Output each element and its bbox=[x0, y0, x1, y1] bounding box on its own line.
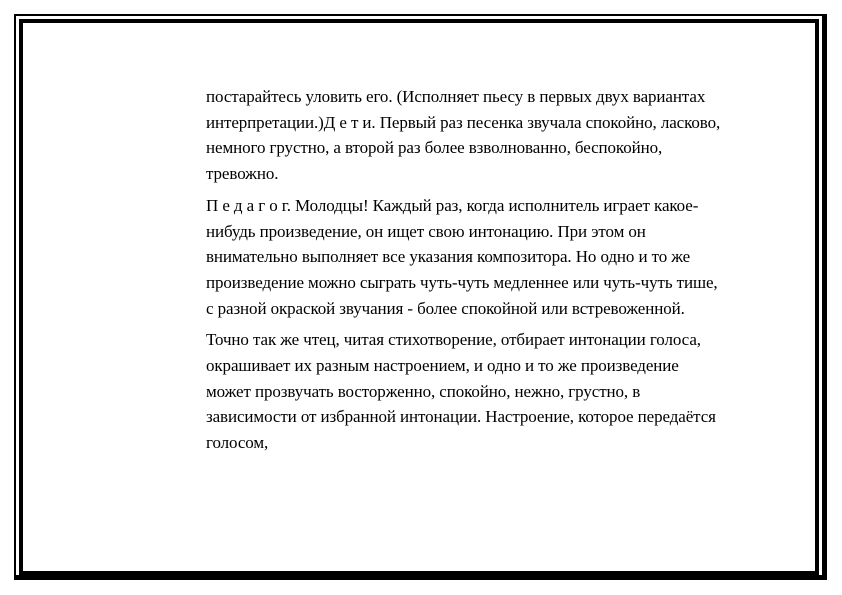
paragraph-2: П е д а г о г. Молодцы! Каждый раз, когда исполнитель играет какое-нибудь произведение, он ищет свою интонацию. При этом он внимательно выполняет все указания композитора. Но одно и то же произведение можно сыграть чуть-чуть медленнее или чуть-чуть тише, с разной окраской звучания - более спокойной или встревоженной. bbox=[206, 195, 718, 318]
paragraph-3: Точно так же чтец, читая стихотворение, отбирает интонации голоса, окрашивает их разным настроением, и одно и то же произведение может прозвучать восторженно, спокойно, нежно, грустно, в зависимости от избранной интонации. Настроение, которое передаётся голосом, bbox=[206, 330, 716, 453]
body-text bbox=[206, 84, 726, 462]
paragraph-1: постарайтесь уловить его. (Исполняет пьесу в первых двух вариантах интерпретации.)Д е т и. Первый раз песенка звучала спокойно, ласково, немного грустно, а второй раз более взволнованно, беспокойно, тревожно. bbox=[206, 87, 721, 184]
